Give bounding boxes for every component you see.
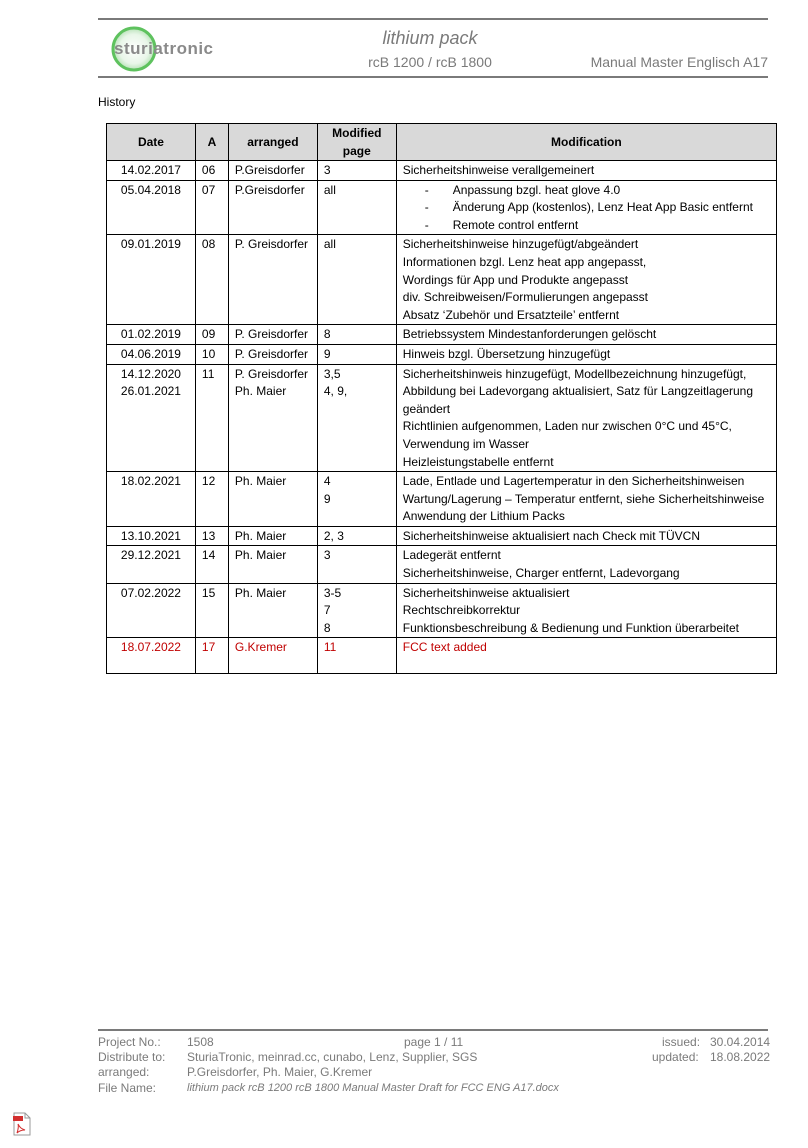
modification-line: Funktionsbeschreibung & Bedienung und Funktion überarbeitet bbox=[402, 620, 739, 635]
cell-modification bbox=[396, 161, 776, 181]
cell-modification bbox=[396, 472, 776, 527]
footer-distribute-value: SturiaTronic, meinrad.cc, cunabo, Lenz, Supplier, SGS bbox=[187, 1050, 478, 1064]
footer-page-number: page 1 / 11 bbox=[404, 1035, 464, 1049]
cell-date bbox=[107, 161, 196, 181]
table-row bbox=[107, 364, 777, 472]
date-line: 14.12.2020 bbox=[120, 366, 181, 381]
footer-issued-label: issued: bbox=[662, 1035, 701, 1049]
date-line: 04.06.2019 bbox=[120, 346, 181, 361]
footer-arranged-label: arranged: bbox=[98, 1065, 150, 1079]
cell-modified-page bbox=[317, 325, 396, 345]
document-subtitle: rcB 1200 / rcB 1800 bbox=[368, 54, 492, 70]
modification-line: Wordings für App und Produkte angepasst bbox=[402, 272, 629, 287]
table-row bbox=[107, 180, 777, 235]
header-modification: Modification bbox=[396, 124, 776, 161]
cell-modified-page bbox=[317, 526, 396, 546]
arranged-line: P. Greisdorfer bbox=[234, 237, 309, 252]
cell-modification bbox=[396, 546, 776, 583]
cell-modification bbox=[396, 235, 776, 325]
header-a: A bbox=[195, 124, 228, 161]
modification-line: Sicherheitshinweise hinzugefügt/abgeändert bbox=[402, 237, 639, 252]
cell-arranged bbox=[228, 546, 317, 583]
page-line: all bbox=[323, 182, 336, 197]
page-line: 9 bbox=[323, 491, 331, 506]
cell-version: 12 bbox=[195, 472, 228, 527]
cell-modified-page bbox=[317, 583, 396, 638]
cell-version: 15 bbox=[195, 583, 228, 638]
modification-line: div. Schreibweisen/Formulierungen angepasst bbox=[402, 290, 649, 305]
page-line: 3-5 bbox=[323, 585, 342, 600]
table-row bbox=[107, 325, 777, 345]
header-modified-page bbox=[317, 124, 396, 161]
modification-line: Verwendung im Wasser bbox=[402, 436, 530, 451]
header-bottom-rule bbox=[98, 76, 768, 78]
modification-line: Hinweis bzgl. Übersetzung hinzugefügt bbox=[402, 346, 611, 361]
page-line: 4 bbox=[323, 474, 331, 489]
modification-line: Sicherheitshinweise aktualisiert nach Check mit TÜVCN bbox=[402, 528, 700, 543]
pdf-file-icon bbox=[12, 1112, 32, 1136]
cell-date bbox=[107, 364, 196, 472]
cell-arranged bbox=[228, 325, 317, 345]
page-line: 3 bbox=[323, 163, 331, 177]
modification-line: Richtlinien aufgenommen, Laden nur zwischen 0°C und 45°C, bbox=[402, 419, 732, 434]
cell-modified-page bbox=[317, 344, 396, 364]
modification-line: Anwendung der Lithium Packs bbox=[402, 509, 565, 524]
modification-line: Informationen bzgl. Lenz heat app angepasst, bbox=[402, 254, 647, 269]
cell-modification bbox=[396, 526, 776, 546]
header-modified-line1: Modified bbox=[332, 126, 382, 140]
cell-arranged bbox=[228, 235, 317, 325]
cell-arranged bbox=[228, 526, 317, 546]
cell-modification bbox=[396, 344, 776, 364]
cell-version: 11 bbox=[195, 364, 228, 472]
modification-line: FCC text added bbox=[402, 640, 487, 655]
cell-version: 14 bbox=[195, 546, 228, 583]
cell-version: 13 bbox=[195, 526, 228, 546]
date-line: 09.01.2019 bbox=[120, 237, 181, 252]
cell-modified-page bbox=[317, 364, 396, 472]
modification-line: Absatz ‘Zubehör und Ersatzteile’ entfernt bbox=[402, 307, 620, 322]
modification-line: geändert bbox=[402, 401, 451, 416]
modification-bullet bbox=[403, 217, 770, 235]
sturiatronic-logo bbox=[110, 25, 260, 73]
page-line: 11 bbox=[323, 640, 337, 655]
page-line: 8 bbox=[323, 620, 331, 635]
arranged-line: Ph. Maier bbox=[234, 528, 287, 543]
modification-line: Heizleistungstabelle entfernt bbox=[402, 454, 554, 469]
page-line: all bbox=[323, 237, 336, 252]
cell-modified-page bbox=[317, 180, 396, 235]
arranged-line: P. Greisdorfer bbox=[234, 366, 309, 381]
arranged-line: Ph. Maier bbox=[234, 585, 287, 600]
cell-modified-page bbox=[317, 235, 396, 325]
modification-line: Lade, Entlade und Lagertemperatur in den Sicherheitshinweisen bbox=[402, 474, 745, 489]
modification-line: Sicherheitshinweise aktualisiert bbox=[402, 585, 570, 600]
manual-label: Manual Master Englisch A17 bbox=[590, 54, 768, 70]
date-line: 18.07.2022 bbox=[120, 640, 181, 655]
history-table bbox=[106, 123, 777, 674]
footer-project-label: Project No.: bbox=[98, 1035, 161, 1049]
arranged-line: P.Greisdorfer bbox=[234, 163, 305, 177]
date-line: 07.02.2022 bbox=[120, 585, 181, 600]
page-line: 3,5 bbox=[323, 366, 341, 381]
date-line: 29.12.2021 bbox=[120, 548, 181, 563]
date-line: 05.04.2018 bbox=[120, 182, 181, 197]
cell-arranged bbox=[228, 364, 317, 472]
page-line: 2, 3 bbox=[323, 528, 344, 543]
cell-arranged bbox=[228, 583, 317, 638]
arranged-line: P.Greisdorfer bbox=[234, 182, 305, 197]
cell-version: 08 bbox=[195, 235, 228, 325]
date-line: 13.10.2021 bbox=[120, 528, 181, 543]
modification-line: Abbildung bei Ladevorgang aktualisiert, Satz für Langzeitlagerung bbox=[402, 384, 754, 399]
table-row bbox=[107, 235, 777, 325]
page-line: 8 bbox=[323, 327, 331, 342]
table-row bbox=[107, 546, 777, 583]
cell-modified-page bbox=[317, 472, 396, 527]
bullet-text: Anpassung bzgl. heat glove 4.0 bbox=[452, 182, 621, 197]
cell-modification bbox=[396, 638, 776, 674]
date-line: 14.02.2017 bbox=[120, 163, 181, 177]
cell-version: 06 bbox=[195, 161, 228, 181]
cell-version: 07 bbox=[195, 180, 228, 235]
cell-arranged bbox=[228, 344, 317, 364]
cell-arranged bbox=[228, 472, 317, 527]
cell-arranged bbox=[228, 161, 317, 181]
modification-line: Ladegerät entfernt bbox=[402, 548, 501, 563]
cell-date bbox=[107, 546, 196, 583]
header-date: Date bbox=[107, 124, 196, 161]
bullet-dash-icon: - bbox=[424, 200, 429, 215]
table-row bbox=[107, 638, 777, 674]
modification-line: Sicherheitshinweise, Charger entfernt, Ladevorgang bbox=[402, 566, 680, 581]
footer-issued-value: 30.04.2014 bbox=[710, 1035, 771, 1049]
table-row bbox=[107, 344, 777, 364]
modification-line: Rechtschreibkorrektur bbox=[402, 603, 521, 618]
cell-date bbox=[107, 472, 196, 527]
footer-project-value: 1508 bbox=[187, 1035, 214, 1049]
document-title: lithium pack bbox=[382, 28, 478, 48]
bullet-dash-icon: - bbox=[424, 217, 429, 232]
arranged-line: P. Greisdorfer bbox=[234, 327, 309, 342]
modification-line: Sicherheitshinweise verallgemeinert bbox=[402, 163, 595, 177]
bullet-dash-icon: - bbox=[424, 182, 429, 197]
arranged-line: Ph. Maier bbox=[234, 548, 287, 563]
modification-bullet bbox=[403, 199, 770, 217]
cell-modification bbox=[396, 364, 776, 472]
modification-line: Betriebssystem Mindestanforderungen gelöscht bbox=[402, 327, 657, 342]
modification-line: Wartung/Lagerung – Temperatur entfernt, siehe Sicherheitshinweise bbox=[402, 491, 765, 506]
cell-date bbox=[107, 180, 196, 235]
cell-date bbox=[107, 638, 196, 674]
cell-version: 09 bbox=[195, 325, 228, 345]
footer-file-label: File Name: bbox=[98, 1081, 157, 1095]
arranged-line: Ph. Maier bbox=[234, 474, 287, 489]
footer-distribute-label: Distribute to: bbox=[98, 1050, 166, 1064]
arranged-line: G.Kremer bbox=[234, 640, 287, 655]
table-row bbox=[107, 161, 777, 181]
table-row bbox=[107, 472, 777, 527]
cell-date bbox=[107, 583, 196, 638]
arranged-line: P. Greisdorfer bbox=[234, 346, 309, 361]
cell-modification bbox=[396, 325, 776, 345]
modification-line: Sicherheitshinweis hinzugefügt, Modellbezeichnung hinzugefügt, bbox=[402, 366, 747, 381]
header-top-rule bbox=[98, 18, 768, 20]
cell-modified-page bbox=[317, 638, 396, 674]
date-line: 18.02.2021 bbox=[120, 474, 181, 489]
arranged-line: Ph. Maier bbox=[234, 384, 287, 399]
section-title: History bbox=[98, 95, 136, 109]
modification-bullet bbox=[403, 182, 770, 200]
cell-version: 10 bbox=[195, 344, 228, 364]
footer-rule bbox=[98, 1029, 768, 1031]
cell-date bbox=[107, 235, 196, 325]
date-line: 26.01.2021 bbox=[120, 384, 181, 399]
logo-text: sturiatronic bbox=[114, 39, 214, 58]
footer-file-value: lithium pack rcB 1200 rcB 1800 Manual Master Draft for FCC ENG A17.docx bbox=[187, 1082, 559, 1094]
header-modified-line2: page bbox=[342, 144, 371, 158]
header-arranged: arranged bbox=[228, 124, 317, 161]
page-line: 4, 9, bbox=[323, 384, 348, 399]
cell-version: 17 bbox=[195, 638, 228, 674]
cell-arranged bbox=[228, 180, 317, 235]
cell-date bbox=[107, 325, 196, 345]
footer-updated-value: 18.08.2022 bbox=[710, 1050, 771, 1064]
page-line: 9 bbox=[323, 346, 331, 361]
bullet-text: Änderung App (kostenlos), Lenz Heat App Basic entfernt bbox=[452, 200, 753, 215]
cell-date bbox=[107, 344, 196, 364]
table-row bbox=[107, 583, 777, 638]
cell-arranged bbox=[228, 638, 317, 674]
page-line: 7 bbox=[323, 603, 331, 618]
page-line: 3 bbox=[323, 548, 331, 563]
cell-modified-page bbox=[317, 546, 396, 583]
footer-arranged-value: P.Greisdorfer, Ph. Maier, G.Kremer bbox=[187, 1065, 373, 1079]
history-table-body bbox=[107, 161, 777, 674]
footer-updated-label: updated: bbox=[652, 1050, 699, 1064]
table-row bbox=[107, 526, 777, 546]
bullet-text: Remote control entfernt bbox=[452, 217, 579, 232]
date-line: 01.02.2019 bbox=[120, 327, 181, 342]
cell-date bbox=[107, 526, 196, 546]
cell-modified-page bbox=[317, 161, 396, 181]
cell-modification bbox=[396, 583, 776, 638]
cell-modification bbox=[396, 180, 776, 235]
table-header-row bbox=[107, 124, 777, 161]
